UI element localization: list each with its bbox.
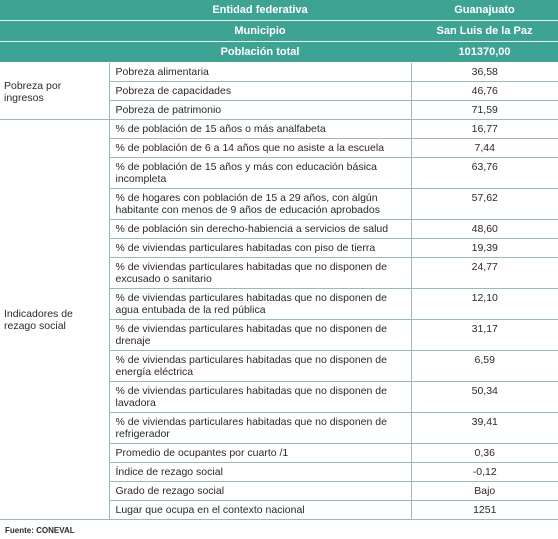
header-entity-value: Guanajuato [411,0,558,21]
indicator-value: 19,39 [411,239,558,258]
header-entity-label: Entidad federativa [109,0,411,21]
header-municipio-value: San Luis de la Paz [411,21,558,42]
indicator-value: 50,34 [411,382,558,413]
indicator-label: % de hogares con población de 15 a 29 años, con algún habitante con menos de 9 años de educación aprobados [109,189,411,220]
indicator-value: 12,10 [411,289,558,320]
indicator-label: Grado de rezago social [109,482,411,501]
table-row [0,63,558,82]
indicator-label: Pobreza de capacidades [109,82,411,101]
indicator-label: Lugar que ocupa en el contexto nacional [109,501,411,520]
indicator-label: % de viviendas particulares habitadas que no disponen de refrigerador [109,413,411,444]
indicator-value: 36,58 [411,63,558,82]
indicator-value: 39,41 [411,413,558,444]
indicator-value: -0,12 [411,463,558,482]
source-note: Fuente: CONEVAL [5,526,75,535]
header-population-label: Población total [109,42,411,63]
indicator-value: 57,62 [411,189,558,220]
indicator-value: 7,44 [411,139,558,158]
indicator-value: 31,17 [411,320,558,351]
indicator-value: 24,77 [411,258,558,289]
group-label-pobreza: Pobreza por ingresos [0,63,109,120]
table-header [0,0,558,63]
indicator-label: Pobreza de patrimonio [109,101,411,120]
group-label-rezago: Indicadores de rezago social [0,120,109,520]
indicator-label: % de población de 15 años o más analfabeta [109,120,411,139]
header-municipio-label: Municipio [109,21,411,42]
header-population-value: 101370,00 [411,42,558,63]
indicator-value: 1251 [411,501,558,520]
indicator-label: % de viviendas particulares habitadas que no disponen de energía eléctrica [109,351,411,382]
indicator-label: % de viviendas particulares habitadas que no disponen de agua entubada de la red pública [109,289,411,320]
indicator-label: % de viviendas particulares habitadas que no disponen de excusado o sanitario [109,258,411,289]
indicator-value: 46,76 [411,82,558,101]
indicator-label: % de viviendas particulares habitadas con piso de tierra [109,239,411,258]
indicator-label: % de viviendas particulares habitadas que no disponen de drenaje [109,320,411,351]
indicator-label: Promedio de ocupantes por cuarto /1 [109,444,411,463]
indicator-label: % de viviendas particulares habitadas que no disponen de lavadora [109,382,411,413]
indicator-label: Índice de rezago social [109,463,411,482]
indicator-value: Bajo [411,482,558,501]
indicator-value: 71,59 [411,101,558,120]
table-row [0,120,558,139]
indicator-value: 63,76 [411,158,558,189]
indicator-label: % de población de 6 a 14 años que no asiste a la escuela [109,139,411,158]
indicator-value: 16,77 [411,120,558,139]
indicator-value: 48,60 [411,220,558,239]
indicator-label: % de población sin derecho-habiencia a servicios de salud [109,220,411,239]
indicator-label: Pobreza alimentaria [109,63,411,82]
table-body [0,63,558,520]
indicator-label: % de población de 15 años y más con educación básica incompleta [109,158,411,189]
indicator-value: 0,36 [411,444,558,463]
indicator-value: 6,59 [411,351,558,382]
